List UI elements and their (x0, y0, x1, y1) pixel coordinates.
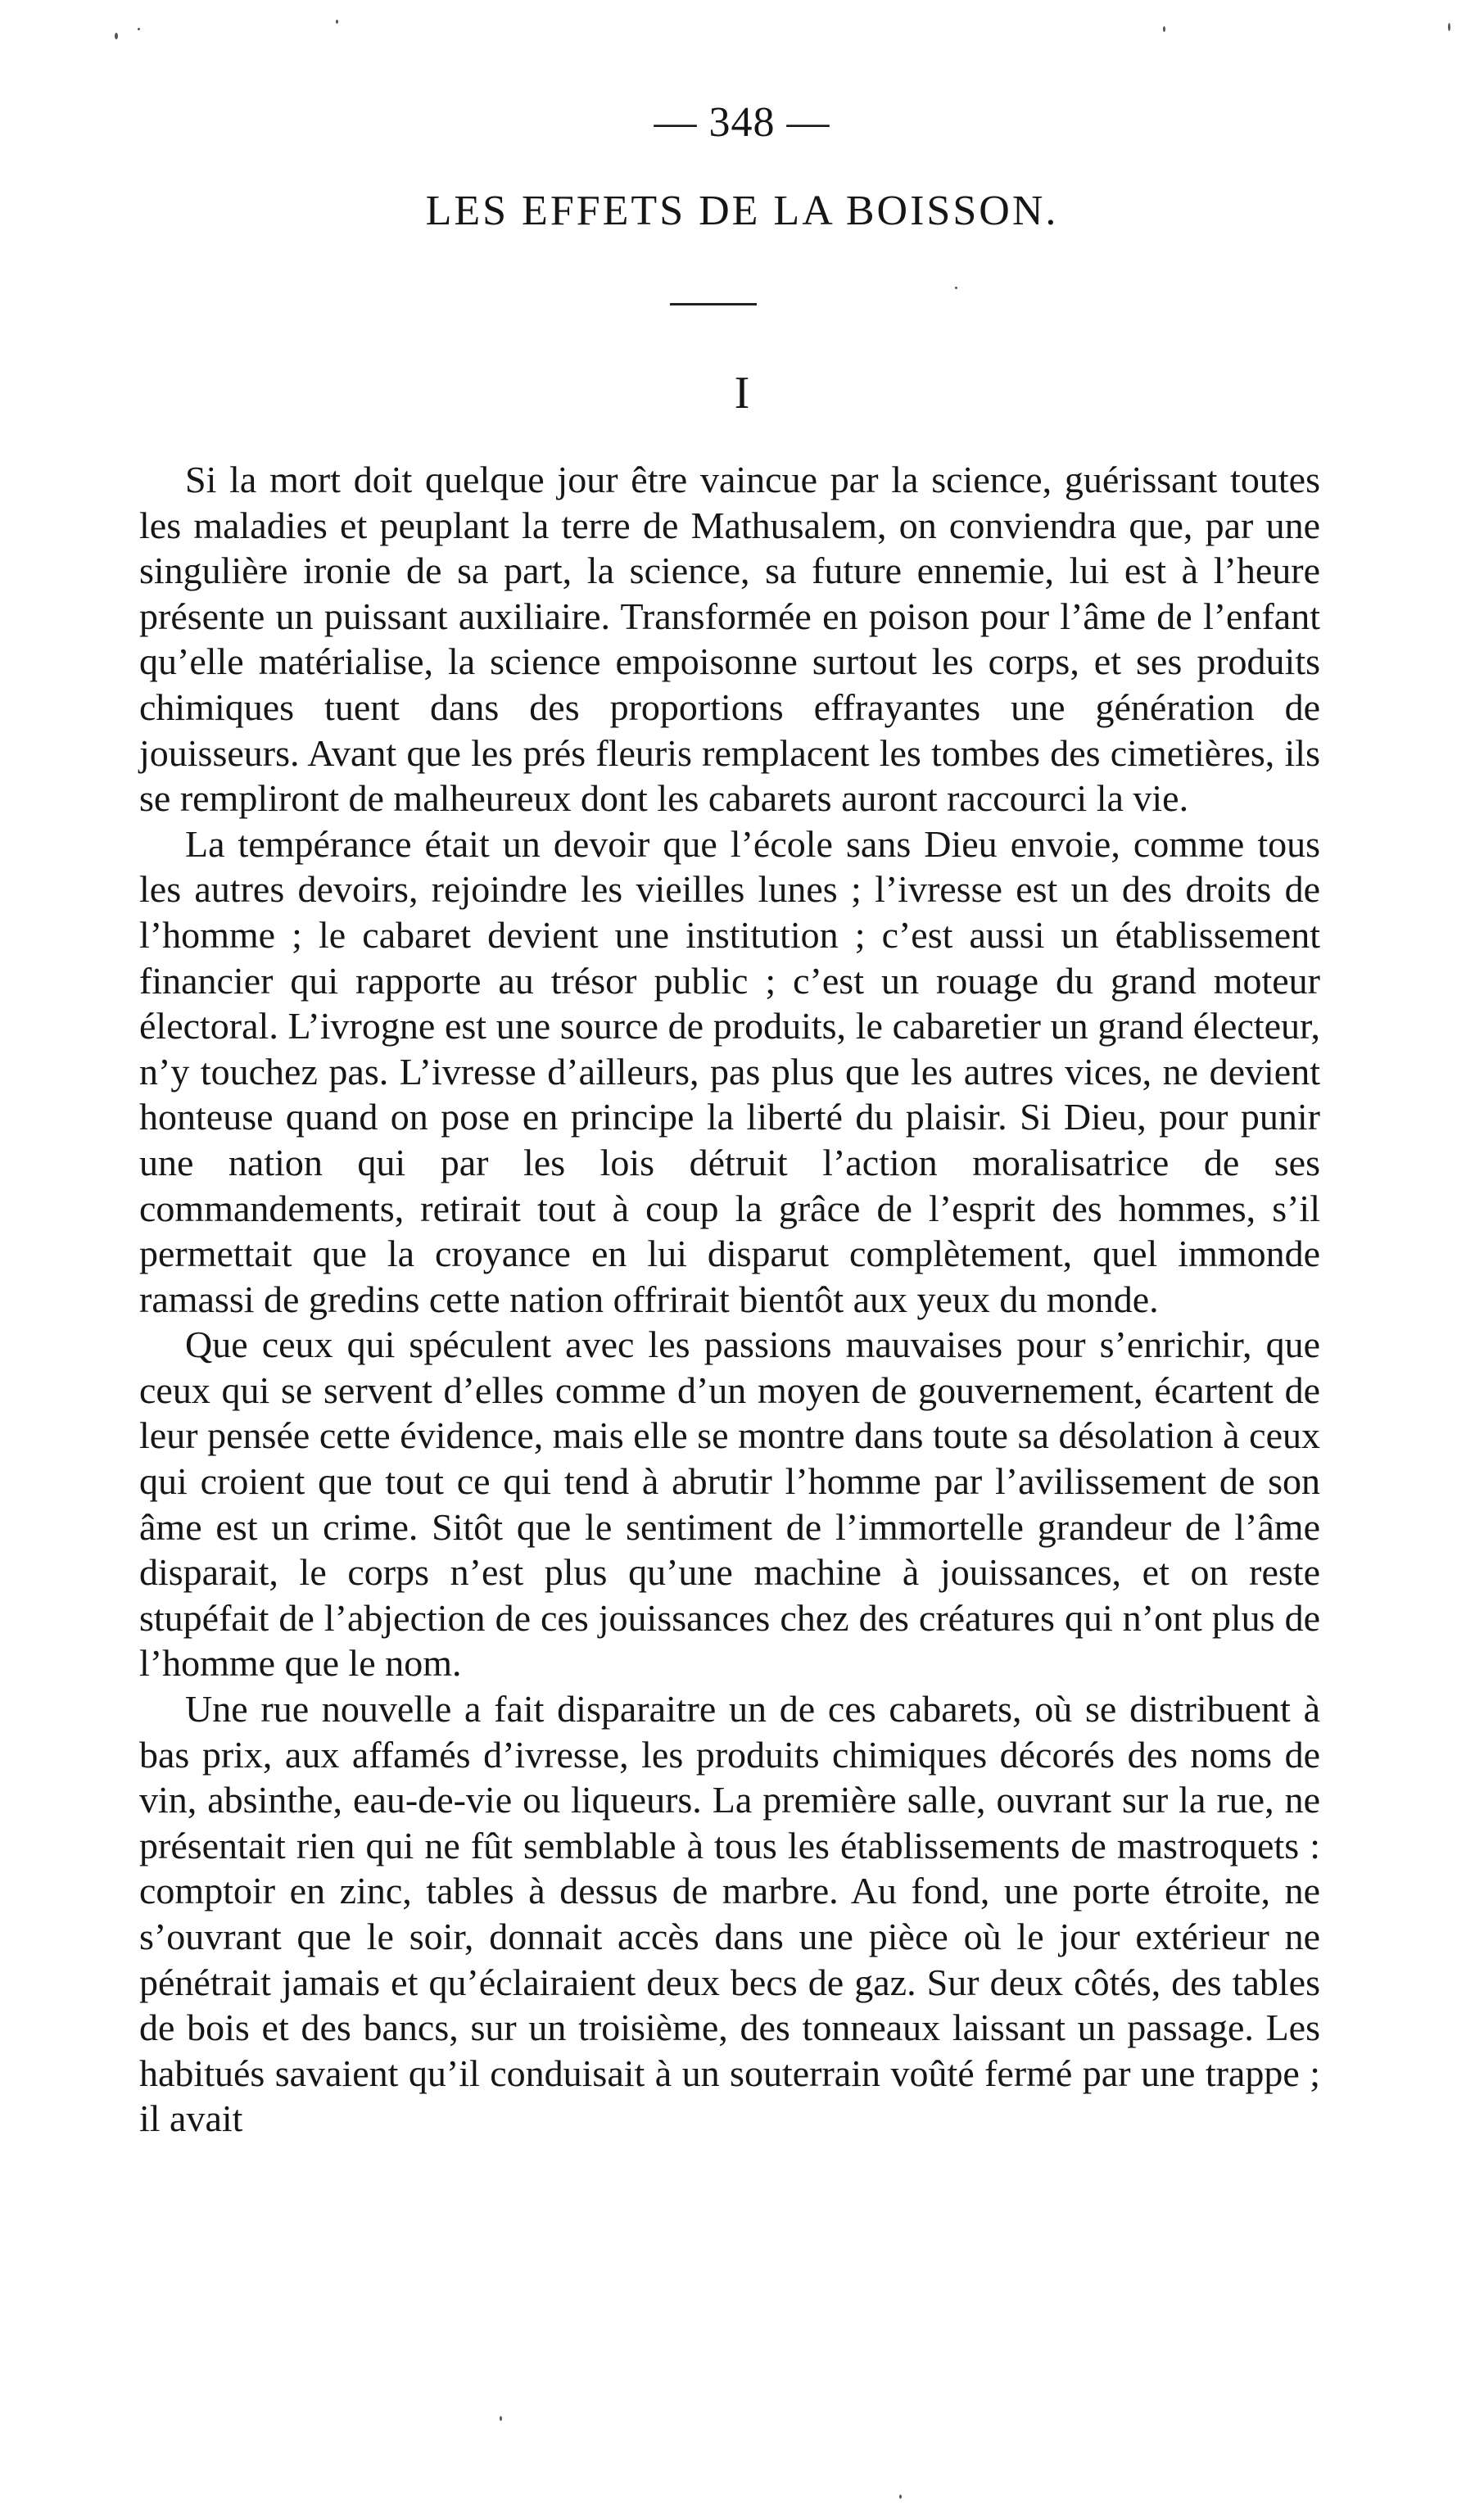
scan-speck (1163, 26, 1165, 32)
section-numeral: I (734, 368, 750, 418)
scan-speck (138, 28, 140, 30)
body-text (139, 457, 1320, 2142)
title-divider (670, 303, 757, 305)
scan-speck (899, 2495, 902, 2499)
chapter-title: LES EFFETS DE LA BOISSON. (425, 188, 1059, 234)
scan-speck (955, 287, 957, 289)
scan-speck (1448, 23, 1450, 31)
paragraph-1: Si la mort doit quelque jour être vaincue par la science, guérissant toutes les maladies et peuplant la terre de Mathusalem, on conviendra que, par une singulière ironie de sa part, la science, sa future ennemie, lui est à l’heure présente un puissant auxiliaire. Transformée en poison pour l’âme de l’enfant qu’elle matérialise, la science empoisonne surtout les corps, et ses produits chimiques tuent dans des proportions effrayantes une génération de jouisseurs. Avant que les prés fleuris remplacent les tombes des cimetières, ils se rempliront de malheureux dont les cabarets auront raccourci la vie. (139, 459, 1320, 820)
paragraph-4: Une rue nouvelle a fait disparaitre un de ces cabarets, où se distribuent à bas prix, aux affamés d’ivresse, les produits chimiques décorés des noms de vin, absinthe, eau-de-vie ou liqueurs. La première salle, ouvrant sur la rue, ne présentait rien qui ne fût semblable à tous les établissements de mastroquets : comptoir en zinc, tables à dessus de marbre. Au fond, une porte étroite, ne s’ouvrant que le soir, donnait accès dans une pièce où le jour extérieur ne pénétrait jamais et qu’éclairaient deux becs de gaz. Sur deux côtés, des tables de bois et des bancs, sur un troisième, des tonneaux laissant un passage. Les habitués savaient qu’il conduisait à un souterrain voûté fermé par une trappe ; il avait (139, 1688, 1320, 2140)
scan-speck (500, 2416, 502, 2421)
page-number: — 348 — (654, 99, 830, 146)
scan-speck (336, 20, 338, 24)
paragraph-3: Que ceux qui spéculent avec les passions mauvaises pour s’enrichir, que ceux qui se servent d’elles comme d’un moyen de gouvernement, écartent de leur pensée cette évidence, mais elle se montre dans toute sa désolation à ceux qui croient que tout ce qui tend à abrutir l’homme par l’avilissement de son âme est un crime. Sitôt que le sentiment de l’immortelle grandeur de l’âme disparait, le corps n’est plus qu’une machine à jouissances, et on reste stupéfait de l’abjection de ces jouissances chez des créatures qui n’ont plus de l’homme que le nom. (139, 1323, 1320, 1685)
scan-speck (115, 33, 118, 39)
paragraph-2: La tempérance était un devoir que l’école sans Dieu envoie, comme tous les autres devoirs, rejoindre les vieilles lunes ; l’ivresse est un des droits de l’homme ; le cabaret devient une institution ; c’est aussi un établissement financier qui rapporte au trésor public ; c’est un rouage du grand moteur électoral. L’ivrogne est une source de produits, le cabaretier un grand électeur, n’y touchez pas. L’ivresse d’ailleurs, pas plus que les autres vices, ne devient honteuse quand on pose en principe la liberté du plaisir. Si Dieu, pour punir une nation qui par les lois détruit l’action moralisatrice de ses commandements, retirait tout à coup la grâce de l’esprit des hommes, s’il permettait que la croyance en lui disparut complètement, quel immonde ramassi de gredins cette nation offrirait bientôt aux yeux du monde. (139, 822, 1320, 1320)
